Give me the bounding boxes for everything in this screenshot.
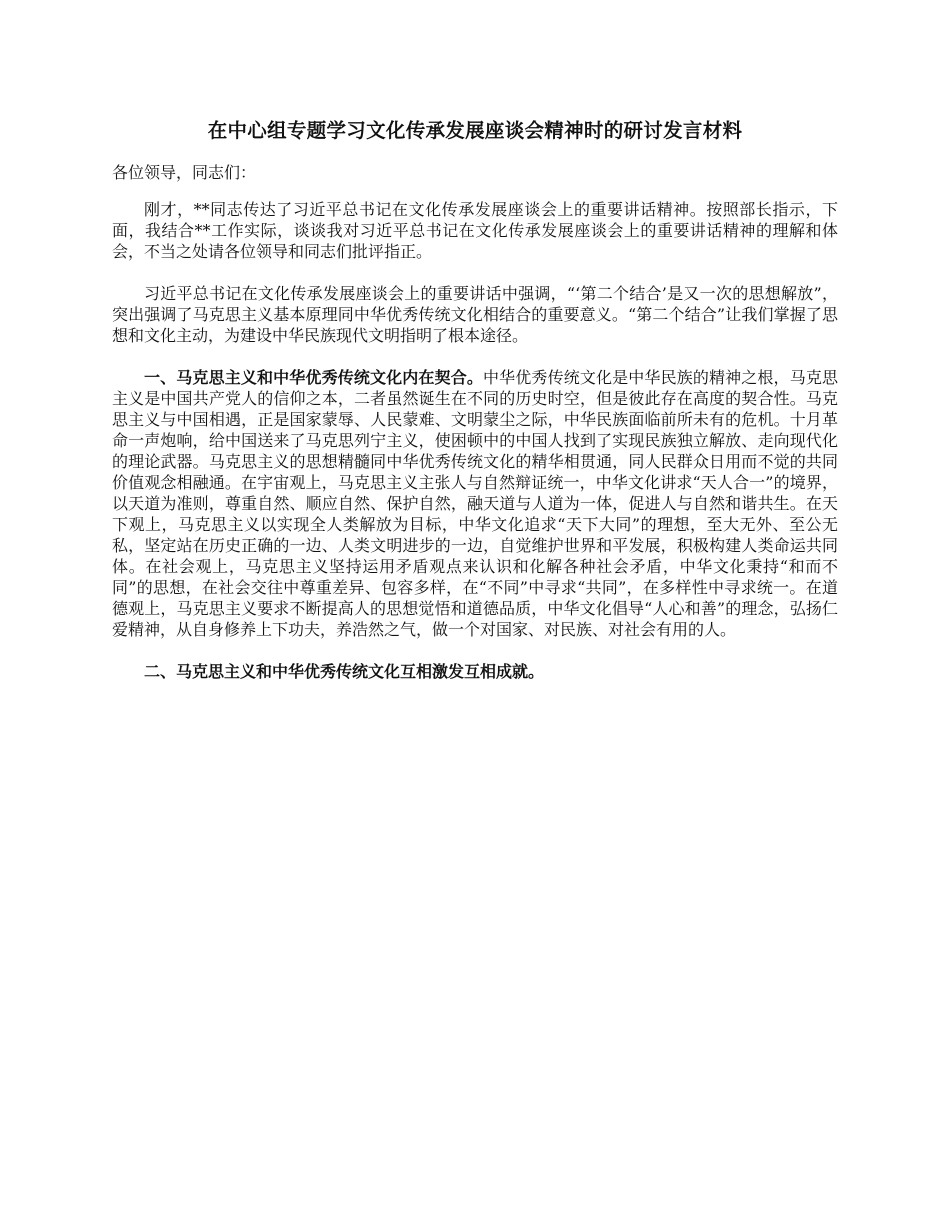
paragraph-text: 中华优秀传统文化是中华民族的精神之根，马克思主义是中国共产党人的信仰之本，二者虽然诞生在不同的历史时空，但是彼此存在高度的契合性。马克思主义与中国相遇，正是国家蒙辱、人民蒙难、文明蒙尘之际，中华民族面临前所未有的危机。十月革命一声炮响，给中国送来了马克思列宁主义，使困顿中的中国人找到了实现民族独立解放、走向现代化的理论武器。马克思主义的思想精髓同中华优秀传统文化的精华相贯通，同人民群众日用而不觉的共同价值观念相融通。在宇宙观上，马克思主义主张人与自然辩证统一，中华文化讲求“天人合一”的境界，以天道为准则，尊重自然、顺应自然、保护自然，融天道与人道为一体，促进人与自然和谐共生。在天下观上，马克思主义以实现全人类解放为目标，中华文化追求“天下大同”的理想，至大无外、至公无私，坚定站在历史正确的一边、人类文明进步的一边，自觉维护世界和平发展，积极构建人类命运共同体。在社会观上，马克思主义坚持运用矛盾观点来认识和化解各种社会矛盾，中华文化秉持“和而不同”的思想，在社会交往中尊重差异、包容多样，在“不同”中寻求“共同”，在多样性中寻求统一。在道德观上，马克思主义要求不断提高人的思想觉悟和道德品质，中华文化倡导“人心和善”的理念，弘扬仁爱精神，从自身修养上下功夫，养浩然之气，做一个对国家、对民族、对社会有用的人。 (112, 368, 838, 639)
paragraph-second-combination (112, 283, 838, 346)
section-heading-one: 一、马克思主义和中华优秀传统文化内在契合。 (144, 368, 483, 387)
paragraph-text: 习近平总书记在文化传承发展座谈会上的重要讲话中强调，“‘第二个结合’是又一次的思想解放”，突出强调了马克思主义基本原理同中华优秀传统文化相结合的重要意义。“第二个结合”让我们掌握了思想和文化主动，为建设中华民族现代文明指明了根本途径。 (112, 284, 838, 345)
salutation: 各位领导，同志们： (112, 163, 257, 182)
paragraph-text: 刚才，**同志传达了习近平总书记在文化传承发展座谈会上的重要讲话精神。按照部长指示，下面，我结合**工作实际，谈谈我对习近平总书记在文化传承发展座谈会上的重要讲话精神的理解和体会，不当之处请各位领导和同志们批评指正。 (112, 200, 838, 261)
document-page (112, 112, 838, 682)
section-heading-two: 二、马克思主义和中华优秀传统文化互相激发互相成就。 (144, 662, 545, 681)
paragraph-section-two (112, 661, 838, 682)
paragraph-opening (112, 199, 838, 262)
document-title: 在中心组专题学习文化传承发展座谈会精神时的研讨发言材料 (207, 119, 743, 142)
paragraph-section-one (112, 367, 838, 640)
